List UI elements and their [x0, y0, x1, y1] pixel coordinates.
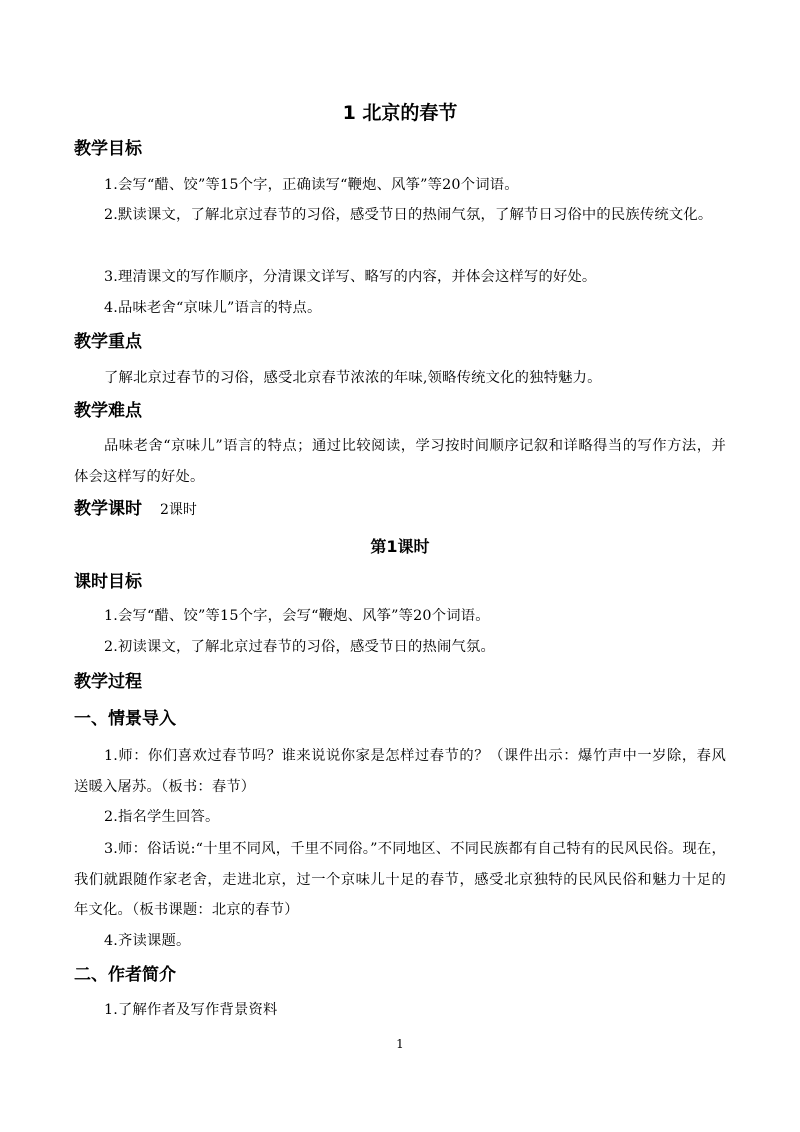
hours-value: 2课时	[160, 502, 197, 518]
section-heading-process: 教学过程	[74, 672, 142, 692]
section-heading-hours	[74, 497, 197, 522]
key-points-text: 了解北京过春节的习俗，感受北京春节浓浓的年味,领略传统文化的独特魅力。	[104, 370, 602, 386]
difficulties-text: 品味老舍“京味儿”语言的特点；通过比较阅读，学习按时间顺序记叙和详略得当的写作方法，并体会这样写的好处。	[74, 438, 726, 485]
intro-item-2: 2.指名学生回答。	[104, 809, 220, 825]
intro-item-4: 4.齐读课题。	[104, 933, 191, 949]
goal-item-1: 1.会写“醋、饺”等15个字，正确读写“鞭炮、风筝”等20个词语。	[104, 177, 519, 193]
lesson-goal-item-1: 1.会写“醋、饺”等15个字，会写“鞭炮、风筝”等20个词语。	[104, 608, 490, 624]
section-heading-intro: 一、情景导入	[74, 709, 176, 729]
intro-item-3: 3.师：俗话说:“十里不同风，千里不同俗。”不同地区、不同民族都有自己特有的民风民俗。现在，我们就跟随作家老舍，走进北京，过一个京味儿十足的春节，感受北京独特的民风民俗和魅力十足的年文化。（板书课题：北京的春节）	[74, 841, 726, 918]
goal-item-2: 2.默读课文，了解北京过春节的习俗，感受节日的热闹气氛，了解节日习俗中的民族传统文化。	[104, 207, 713, 223]
section-heading-lesson-goals: 课时目标	[74, 572, 142, 592]
goal-item-3: 3.理清课文的写作顺序，分清课文详写、略写的内容，并体会这样写的好处。	[104, 269, 597, 285]
lesson-subtitle: 第1课时	[370, 537, 430, 556]
lesson-goal-item-2: 2.初读课文，了解北京过春节的习俗，感受节日的热闹气氛。	[104, 639, 495, 655]
goal-item-4: 4.品味老舍“京味儿”语言的特点。	[104, 300, 322, 316]
section-heading-goals: 教学目标	[74, 139, 142, 159]
section-heading-difficulties: 教学难点	[74, 401, 142, 421]
author-item-1: 1.了解作者及写作背景资料	[104, 1002, 278, 1018]
hours-label: 教学课时	[74, 499, 142, 519]
section-heading-key-points: 教学重点	[74, 332, 142, 352]
intro-item-1: 1.师：你们喜欢过春节吗？谁来说说你家是怎样过春节的？（课件出示：爆竹声中一岁除，春风送暖入屠苏。（板书：春节）	[74, 748, 726, 795]
document-title: 1 北京的春节	[342, 102, 458, 124]
page-number: 1	[396, 1037, 404, 1051]
section-heading-author: 二、作者简介	[74, 965, 176, 985]
